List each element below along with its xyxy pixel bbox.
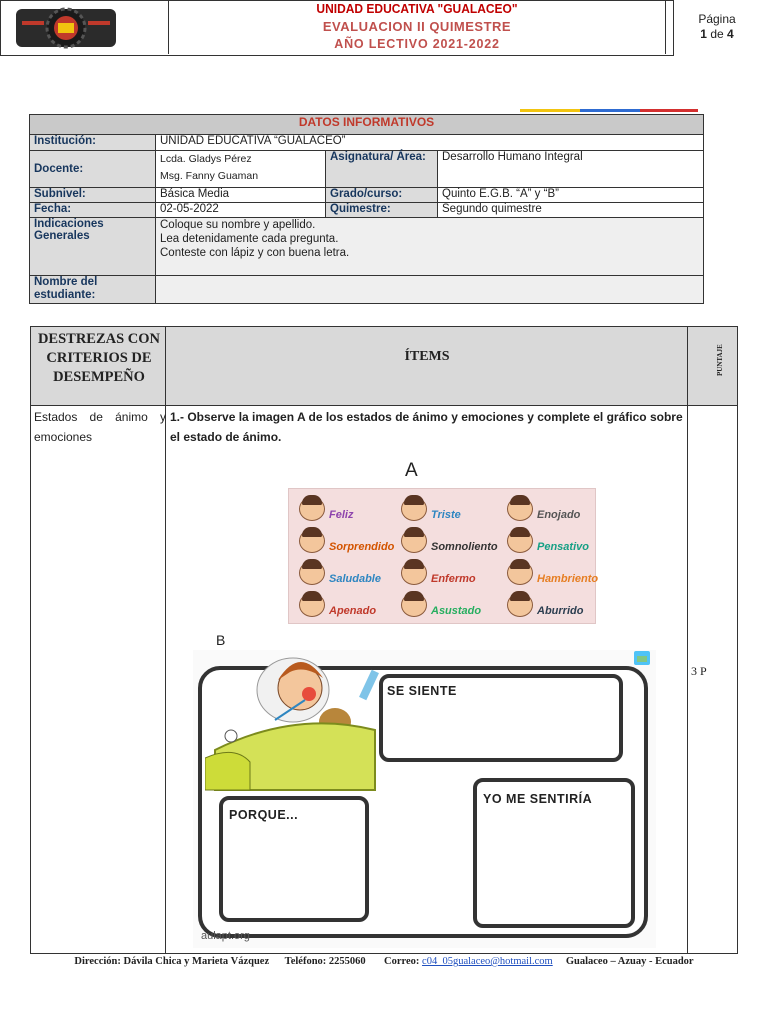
info-title: DATOS INFORMATIVOS [30,115,704,135]
score: 3 P [691,664,707,678]
page-number: 1 [700,27,707,41]
emotion-label: Triste [431,509,461,521]
footer [40,955,728,968]
asignatura-value: Desarrollo Humano Integral [438,151,704,188]
quimestre-label: Quimestre: [326,203,438,218]
emotion-face-icon [507,497,533,521]
header-titles [168,0,666,54]
emotion-label: Saludable [329,573,381,585]
footer-phone: Teléfono: 2255060 [284,956,366,967]
credit-text: aulapt.org [201,930,250,942]
flag-stripe [520,99,698,103]
col-destrezas: DESTREZAS CON CRITERIOS DE DESEMPEÑO [37,331,161,385]
emotion-label: Enfermo [431,573,476,585]
footer-city: Gualaceo – Azuay - Ecuador [565,956,694,967]
emotion-label: Enojado [537,509,581,521]
emotion-face-icon [507,529,533,553]
nombre-label: Nombre del estudiante: [30,276,156,304]
worksheet-image [193,650,656,948]
sick-child-icon [205,650,385,792]
question-1: 1.- Observe la imagen A de los estados de ánimo y emociones y complete el gráfico sobre el estado de ánimo. [170,410,683,444]
porque-label: PORQUE... [229,808,299,822]
emotion-face-icon [401,497,427,521]
indicaciones-label: Indicaciones Generales [30,218,156,276]
porque-box[interactable] [219,796,369,922]
emotion-label: Aburrido [537,605,584,617]
institucion-value: UNIDAD EDUCATIVA “GUALACEO” [156,135,704,151]
quimestre-value: Segundo quimestre [438,203,704,218]
destreza-text: Estados de ánimo y emociones [34,410,166,444]
nombre-field[interactable] [156,276,704,304]
indicacion-3: Conteste con lápiz y con buena letra. [160,247,350,259]
yo-me-sentiria-box[interactable] [473,778,635,928]
school-logo-icon [12,3,122,51]
emotion-label: Sorprendido [329,541,395,553]
emotion-label: Hambriento [537,573,599,585]
page-of: de [710,27,724,41]
emotion-label: Apenado [329,605,377,617]
logo-cell [0,0,169,54]
document-header [0,0,736,56]
col-puntaje: PUNTAJE [716,344,724,376]
image-b-label: B [216,632,226,648]
docente-2: Msg. Fanny Guaman [160,170,259,182]
grado-value: Quinto E.G.B. “A” y “B” [438,188,704,203]
emotion-label: Pensativo [537,541,589,553]
image-a-label: A [405,460,418,481]
page-counter [665,0,768,54]
school-name: UNIDAD EDUCATIVA "GUALACEO" [316,1,518,17]
emotion-label: Feliz [329,509,354,521]
emotion-face-icon [401,593,427,617]
grado-label: Grado/curso: [326,188,438,203]
emotion-face-icon [299,561,325,585]
emotion-label: Asustado [431,605,482,617]
indicacion-1: Coloque su nombre y apellido. [160,219,316,231]
subnivel-label: Subnivel: [30,188,156,203]
footer-address: Dirección: Dávila Chica y Marieta Vázquez [74,956,270,967]
emotions-chart [288,488,599,624]
emotion-face-icon [299,497,325,521]
fecha-value: 02-05-2022 [156,203,326,218]
emotion-face-icon [401,561,427,585]
institucion-label: Institución: [30,135,156,151]
yo-me-sentiria-label: YO ME SENTIRÍA [483,792,593,806]
page-label: Página [698,12,736,26]
col-items: ÍTEMS [404,349,450,364]
footer-email-link[interactable]: c04_05gualaceo@hotmail.com [422,956,553,967]
indicacion-2: Lea detenidamente cada pregunta. [160,233,339,245]
exam-title: EVALUACION II QUIMESTRE [322,19,512,34]
footer-mail-label: Correo: [384,956,420,967]
emotion-face-icon [299,593,325,617]
subnivel-value: Básica Media [156,188,326,203]
school-year: AÑO LECTIVO 2021-2022 [334,37,500,51]
fecha-label: Fecha: [30,203,156,218]
docente-1: Lcda. Gladys Pérez [160,153,252,165]
se-siente-box[interactable] [379,674,623,762]
emotion-face-icon [507,593,533,617]
emotion-face-icon [401,529,427,553]
emotion-face-icon [299,529,325,553]
page-total: 4 [727,27,734,41]
se-siente-label: SE SIENTE [387,684,457,698]
emotion-label: Somnoliento [431,541,498,553]
docente-label: Docente: [30,151,156,188]
emotion-face-icon [507,561,533,585]
info-table [29,114,704,304]
asignatura-label: Asignatura/ Área: [326,151,438,188]
logo-small-icon [633,650,651,666]
